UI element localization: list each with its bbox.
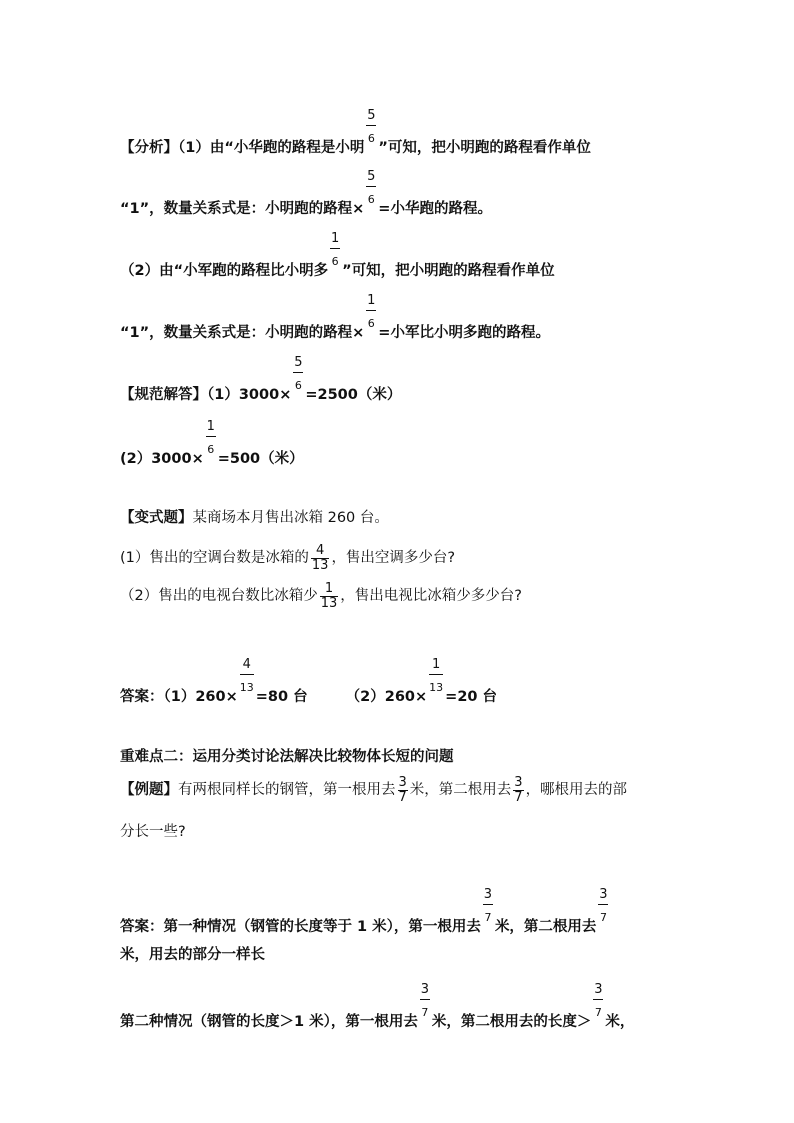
text: ”可知，把小明跑的路程看作单位	[378, 140, 591, 156]
text: =小华跑的路程。	[378, 201, 492, 217]
text: 米，第二根用去的长度＞	[431, 1014, 592, 1030]
fraction: $\frac{1}{6}$	[330, 231, 340, 268]
fraction: $\frac{4}{13}$	[311, 542, 329, 573]
text: =80 台	[255, 689, 308, 705]
solution-line-1	[120, 355, 402, 405]
fraction: $\frac{3}{7}$	[514, 774, 523, 805]
text: 某商场本月售出冰箱 260 台。	[192, 510, 389, 526]
text: =2500（米）	[305, 387, 402, 403]
fraction: $\frac{1}{6}$	[206, 419, 215, 456]
text: =20 台	[445, 689, 498, 705]
text: 答案：（1）260×	[120, 689, 238, 705]
text: （2）售出的电视台数比冰箱少	[120, 588, 318, 604]
fraction: $\frac{3}{7}$	[398, 774, 407, 805]
fraction: $\frac{5}{6}$	[294, 355, 303, 392]
fraction: $\frac{5}{6}$	[367, 108, 376, 145]
fraction: $\frac{3}{7}$	[599, 887, 608, 924]
text: 米，第二根用去	[494, 919, 597, 935]
text: 米，第二根用去	[409, 782, 512, 798]
section-title: 重难点二：运用分类讨论法解决比较物体长短的问题	[120, 749, 454, 765]
text: 【分析】（1）由“小华跑的路程是小明	[120, 140, 365, 156]
text: 米，	[605, 1014, 635, 1030]
text: （2）由“小军跑的路程比小明多	[120, 263, 329, 279]
text: (1）售出的空调台数是冰箱的	[120, 550, 309, 566]
analysis-line-2	[120, 169, 492, 219]
text: =小军比小明多跑的路程。	[378, 325, 550, 341]
text: “1”，数量关系式是：小明跑的路程×	[120, 325, 365, 341]
text: ，哪根用去的部	[525, 782, 628, 798]
fraction: $\frac{4}{13}$	[239, 657, 254, 694]
text: (2）3000×	[120, 451, 204, 467]
example-line-2: 分长一些?	[120, 824, 186, 840]
text: ”可知，把小明跑的路程看作单位	[342, 263, 555, 279]
text: ，售出空调多少台?	[331, 550, 456, 566]
fraction: $\frac{3}{7}$	[420, 982, 430, 1019]
variant-stem	[120, 508, 389, 528]
analysis-line-1	[120, 108, 591, 158]
fraction: $\frac{1}{13}$	[320, 580, 338, 611]
text: 答案：第一种情况（钢管的长度等于 1 米），第一根用去	[120, 919, 481, 935]
analysis-line-3	[120, 231, 555, 281]
fraction: $\frac{5}{6}$	[367, 169, 376, 206]
text: 第二种情况（钢管的长度＞1 米），第一根用去	[120, 1014, 418, 1030]
answer1-line-1	[120, 887, 610, 937]
answer2-line-1	[120, 982, 635, 1032]
text: （2）260×	[345, 689, 428, 705]
variant-answer	[120, 657, 498, 707]
solution-line-2	[120, 419, 304, 469]
analysis-line-4	[120, 293, 550, 343]
example-tag: 【例题】	[120, 782, 178, 798]
variant-tag: 【变式题】	[120, 510, 193, 526]
variant-q1	[120, 540, 455, 576]
fraction: $\frac{1}{13}$	[429, 657, 444, 694]
text: =500（米）	[217, 451, 304, 467]
text: ，售出电视比冰箱少多少台?	[340, 588, 522, 604]
fraction: $\frac{3}{7}$	[594, 982, 603, 1019]
fraction: $\frac{1}{6}$	[367, 293, 376, 330]
text: 有两根同样长的钢管，第一根用去	[178, 782, 396, 798]
text: 【规范解答】（1）3000×	[120, 387, 292, 403]
text: “1”，数量关系式是：小明跑的路程×	[120, 201, 365, 217]
variant-q2	[120, 578, 522, 614]
fraction: $\frac{3}{7}$	[483, 887, 493, 924]
example-line-1	[120, 772, 627, 808]
answer1-line-2: 米，用去的部分一样长	[120, 947, 265, 963]
